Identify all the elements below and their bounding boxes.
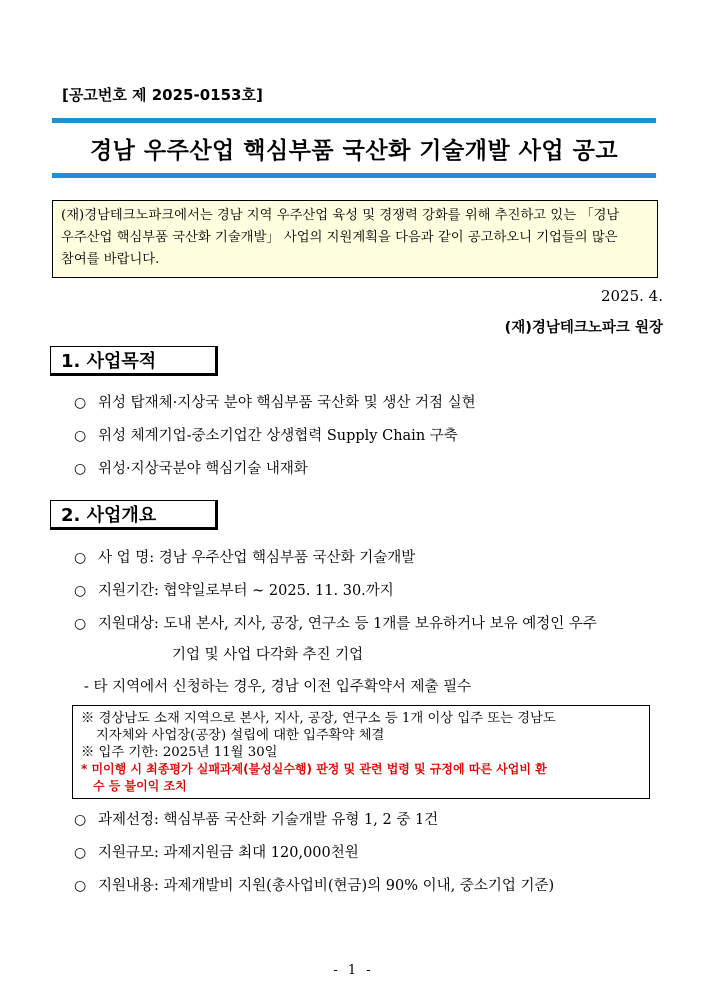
section-1-heading: 1. 사업목적 [50,346,218,376]
circle-bullet-icon: ○ [74,550,87,566]
circle-bullet-icon: ○ [74,428,87,444]
circle-bullet-icon: ○ [74,461,87,477]
circle-bullet-icon: ○ [74,878,87,894]
notice-box [72,705,650,799]
circle-bullet-icon: ○ [74,812,87,828]
relocation-note: - 타 지역에서 신청하는 경우, 경남 이전 입주확약서 제출 필수 [84,679,472,695]
circle-bullet-icon: ○ [74,583,87,599]
notice-number: [공고번호 제 2025-0153호] [62,86,263,104]
announcement-date: 2025. 4. [600,287,663,305]
intro-line-1: (재)경남테크노파크에서는 경남 지역 우주산업 육성 및 경쟁력 강화를 위해 추진하고 있는 「경남 [61,208,620,223]
intro-box [52,200,658,278]
intro-line-2: 우주산업 핵심부품 국산화 기술개발」 사업의 지원계획을 다음과 같이 공고하오니 기업들의 많은 [61,230,618,245]
notice-line-2: 지자체와 사업장(공장) 설립에 대한 입주확약 체결 [96,728,385,743]
circle-bullet-icon: ○ [74,616,87,632]
notice-line-1: ※ 경상남도 소재 지역으로 본사, 지사, 공장, 연구소 등 1개 이상 입주 또는 경남도 [81,711,556,726]
title-bottom-rule [52,173,656,178]
section-1-item-3: ○ 위성·지상국분야 핵심기술 내재화 [74,461,308,477]
section-1-item-2: ○ 위성 체계기업-중소기업간 상생협력 Supply Chain 구축 [74,428,458,444]
section-2-item-selection: ○ 과제선정: 핵심부품 국산화 기술개발 유형 1, 2 중 1건 [74,812,439,828]
intro-line-3: 참여를 바랍니다. [61,252,160,267]
section-2-item-target-cont: 기업 및 사업 다각화 추진 기업 [172,647,364,663]
section-2-item-period: ○ 지원기간: 협약일로부터 ~ 2025. 11. 30.까지 [74,583,394,599]
warning-line-1: * 미이행 시 최종평가 실패과제(불성실수행) 판정 및 관련 법령 및 규정에 따른 사업비 환 [81,762,547,776]
section-1-item-1: ○ 위성 탑재체·지상국 분야 핵심부품 국산화 및 생산 거점 실현 [74,395,476,411]
notice-line-3: ※ 입주 기한: 2025년 11월 30일 [81,745,278,760]
section-2-item-name: ○ 사 업 명: 경남 우주산업 핵심부품 국산화 기술개발 [74,550,416,566]
page-title: 경남 우주산업 핵심부품 국산화 기술개발 사업 공고 [89,138,619,164]
section-2-heading: 2. 사업개요 [50,500,218,530]
issuer-name: (재)경남테크노파크 원장 [504,320,663,336]
circle-bullet-icon: ○ [74,845,87,861]
circle-bullet-icon: ○ [74,395,87,411]
section-2-item-content: ○ 지원내용: 과제개발비 지원(총사업비(현금)의 90% 이내, 중소기업 기준) [74,878,555,894]
page-number: - 1 - [333,963,374,978]
warning-line-2: 수 등 불이익 조치 [93,779,187,793]
section-2-item-target: ○ 지원대상: 도내 본사, 지사, 공장, 연구소 등 1개를 보유하거나 보유 예정인 우주 [74,616,597,632]
section-2-item-scale: ○ 지원규모: 과제지원금 최대 120,000천원 [74,845,359,861]
title-top-rule [52,118,656,123]
